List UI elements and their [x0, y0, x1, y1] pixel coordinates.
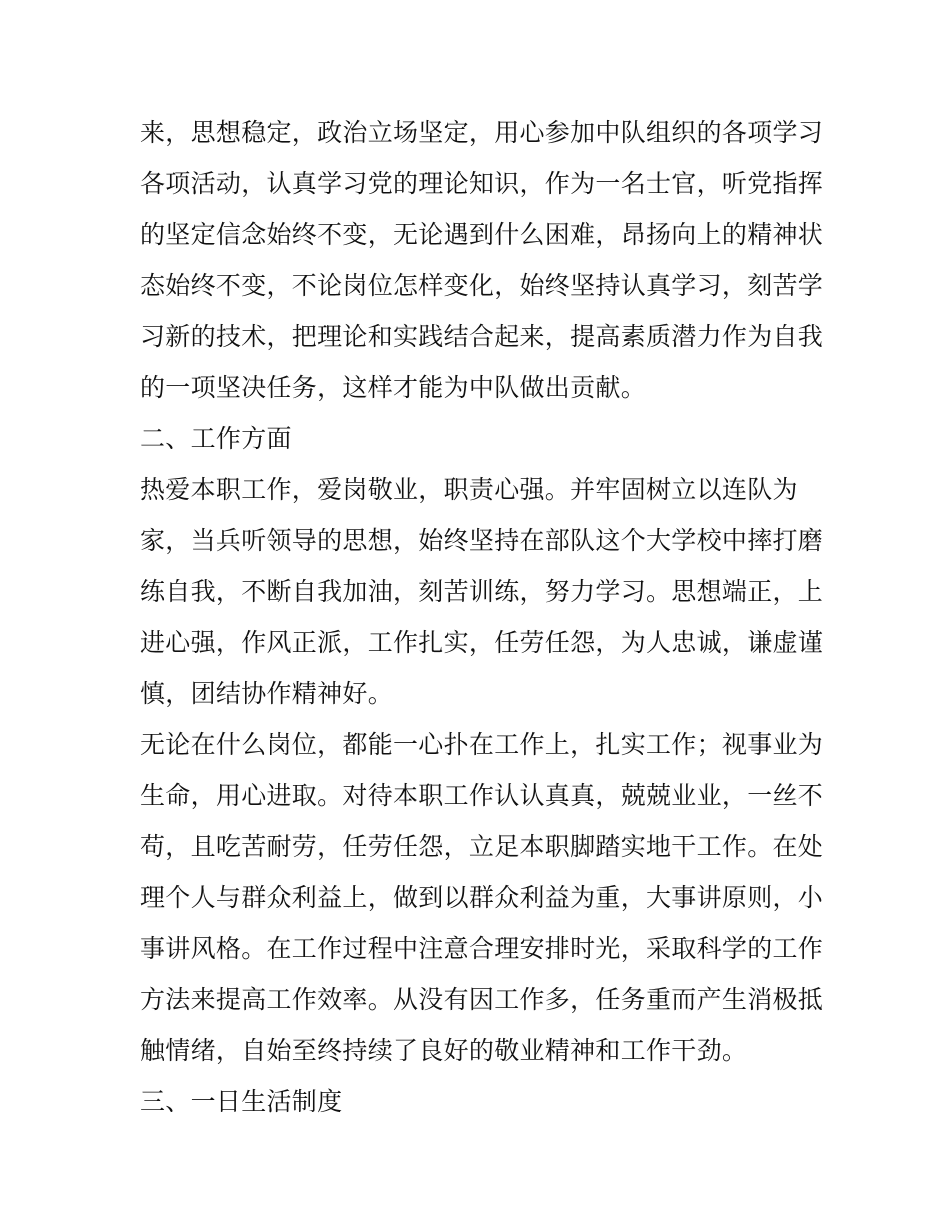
line: 的坚定信念始终不变，无论遇到什么困难，昂扬向上的精神状 [140, 220, 824, 249]
line: 生命，用心进取。对待本职工作认认真真，兢兢业业，一丝不 [140, 781, 824, 810]
line: 家，当兵听领导的思想，始终坚持在部队这个大学校中摔打磨 [140, 526, 824, 555]
heading-text: 二、工作方面 [140, 424, 292, 453]
line: 来，思想稳定，政治立场坚定，用心参加中队组织的各项学习 [140, 118, 824, 147]
paragraph-work-attitude [140, 464, 830, 719]
section-heading-daily-routine [140, 1076, 830, 1127]
line: 习新的技术，把理论和实践结合起来，提高素质潜力作为自我 [140, 322, 824, 351]
line: 进心强，作风正派，工作扎实，任劳任怨，为人忠诚，谦虚谨 [140, 628, 824, 657]
line: 触情绪，自始至终持续了良好的敬业精神和工作干劲。 [140, 1036, 748, 1065]
line: 热爱本职工作，爱岗敬业，职责心强。并牢固树立以连队为 [140, 475, 798, 504]
line: 态始终不变，不论岗位怎样变化，始终坚持认真学习，刻苦学 [140, 271, 824, 300]
line: 方法来提高工作效率。从没有因工作多，任务重而产生消极抵 [140, 985, 824, 1014]
section-heading-work [140, 413, 830, 464]
line: 练自我，不断自我加油，刻苦训练，努力学习。思想端正，上 [140, 577, 824, 606]
line: 无论在什么岗位，都能一心扑在工作上，扎实工作；视事业为 [140, 730, 824, 759]
document-body [140, 107, 830, 1127]
heading-text: 三、一日生活制度 [140, 1087, 343, 1116]
paragraph-political-thought [140, 107, 830, 413]
line: 苟，且吃苦耐劳，任劳任怨，立足本职脚踏实地干工作。在处 [140, 832, 824, 861]
line: 慎，团结协作精神好。 [140, 679, 394, 708]
line: 事讲风格。在工作过程中注意合理安排时光，采取科学的工作 [140, 934, 824, 963]
paragraph-work-dedication [140, 719, 830, 1076]
line: 的一项坚决任务，这样才能为中队做出贡献。 [140, 373, 647, 402]
line: 各项活动，认真学习党的理论知识，作为一名士官，听党指挥 [140, 169, 824, 198]
line: 理个人与群众利益上，做到以群众利益为重，大事讲原则，小 [140, 883, 824, 912]
